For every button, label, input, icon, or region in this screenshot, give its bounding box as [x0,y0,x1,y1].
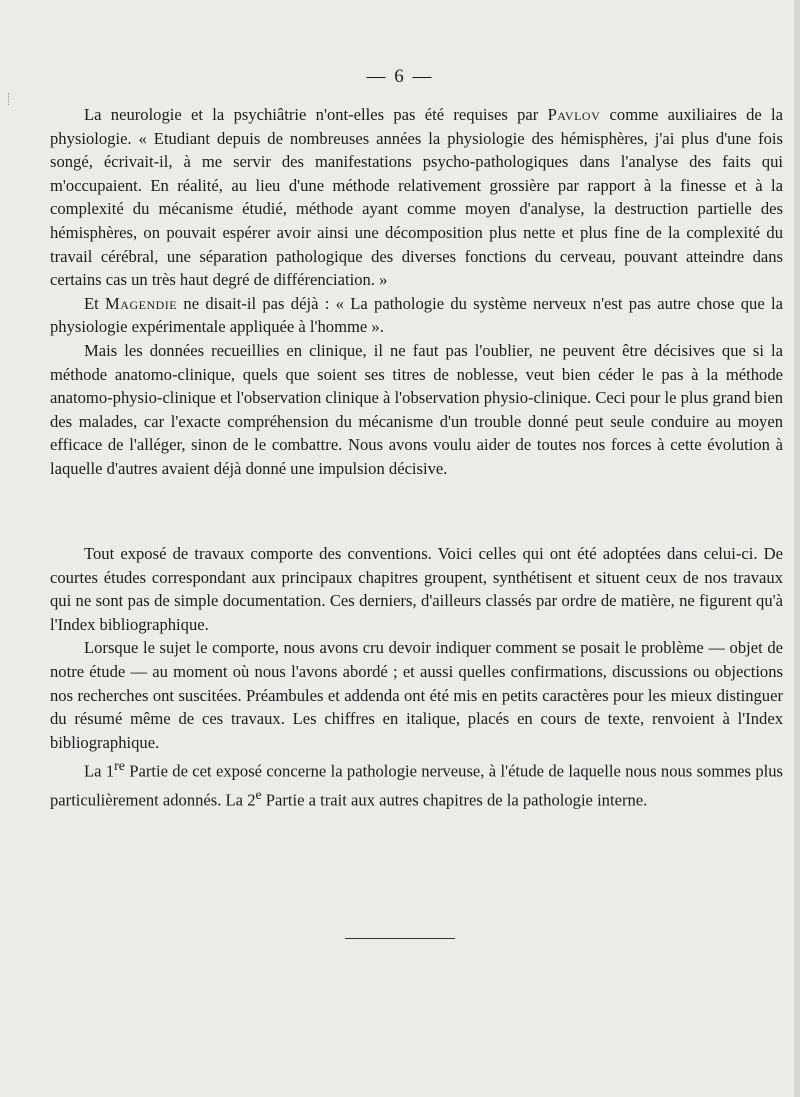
paragraph-conventions: Tout exposé de travaux comporte des conventions. Voici celles qui ont été adoptées dans celui-ci. De courtes études correspondant aux principaux chapitres groupent, synthétisent et situent ceux de nos travaux qui ne sont pas de simple documentation. Ces derniers, d'ailleurs classés par ordre de matière, ne figurent qu'à l'Index bibliographique. [50,544,783,634]
paragraph-clinique: Mais les données recueillies en clinique, il ne faut pas l'oublier, ne peuvent être décisives que si la méthode anatomo-clinique, quels que soient ses titres de noblesse, veut bien céder le pas à la méthode anatomo-physio-clinique et l'observation clinique à l'observation physio-clinique. Ceci pour le plus grand bien des malades, car l'exacte compréhension du mécanisme d'un trouble donné peut seule conduire au moyen efficace de l'alléger, sinon de le combattre. Nous avons voulu aider de toutes nos forces à cette évolution à laquelle d'autres avaient déjà donné une impulsion décisive. [50,340,783,478]
page-number: — 6 — [366,66,434,87]
paragraph-magendie: Et Magendie ne disait-il pas déjà : « La pathologie du système nerveux n'est pas autre chose que la physiologie expérimentale appliquée à l'homme ». [50,293,783,337]
paragraph-pavlov: La neurologie et la psychiâtrie n'ont-elles pas été requises par Pavlov comme auxiliaires de la physiologie. « Etudiant depuis de nombreuses années la physiologie des hémisphères, j'ai plus d'une fois songé, écrivait-il, à me servir des manifestations psycho-pathologiques dans l'analyse des faits qui m'occupaient. En réalité, au lieu d'une méthode relativement grossière par rapport à la finesse et à la complexité du mécanisme étudié, méthode ayant comme moyen d'analyse, la destruction partielle des hémisphères, on pouvait espérer avoir ainsi une décomposition plus nette et plus fine de la complexité du travail cérébral, une séparation pathologique des diverses fonctions du cerveau, pouvant atteindre dans certains cas un très haut degré de différenciation. » [50,105,783,290]
margin-mark [8,93,11,105]
text-block-main [50,103,783,481]
page-edge-shadow [794,0,800,1097]
paragraph-parties: La 1re Partie de cet exposé concerne la pathologie nerveuse, à l'étude de laquelle nous nous sommes plus particulièrement adonnés. La 2e Partie a trait aux autres chapitres de la pathologie interne. [50,758,783,810]
author-name-pavlov: Pavlov [547,105,601,124]
text-block-conventions [50,542,783,813]
paragraph-sujet: Lorsque le sujet le comporte, nous avons cru devoir indiquer comment se posait le problème — objet de notre étude — au moment où nous l'avons abordé ; et aussi quelles confirmations, discussions ou objections nos recherches ont suscitées. Préambules et addenda ont été mis en petits caractères pour les mieux distinguer du résumé même de ces travaux. Les chiffres en italique, placés en cours de texte, renvoient à l'Index bibliographique. [50,638,783,752]
author-name-magendie: Magendie [105,293,178,313]
section-divider [345,938,455,939]
